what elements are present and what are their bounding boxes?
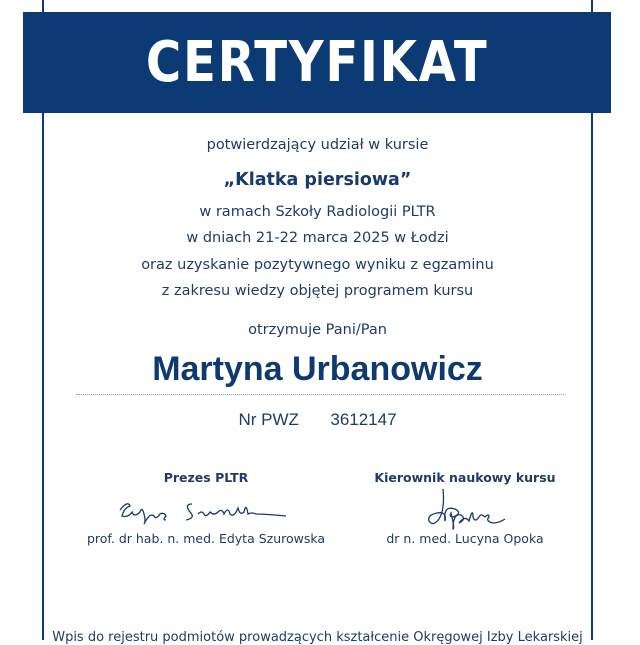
intro-line: potwierdzający udział w kursie bbox=[206, 137, 429, 153]
signatory-name: dr n. med. Lucyna Opoka bbox=[386, 531, 544, 546]
signature-role: Prezes PLTR bbox=[163, 470, 249, 485]
handwritten-signature-icon bbox=[345, 485, 585, 531]
signatory-name: prof. dr hab. n. med. Edyta Szurowska bbox=[86, 531, 326, 546]
signature-block-scientific-head bbox=[345, 470, 585, 546]
school-line: w ramach Szkoły Radiologii PLTR bbox=[199, 204, 436, 220]
pwz-number: 3612147 bbox=[330, 410, 397, 429]
recipient-label: otrzymuje Pani/Pan bbox=[248, 322, 387, 338]
registry-footer: Wpis do rejestru podmiotów prowadzących kształcenie Okręgowej Izby Lekarskiej bbox=[52, 630, 583, 645]
pwz-row bbox=[44, 410, 591, 430]
signature-role: Kierownik naukowy kursu bbox=[374, 470, 556, 485]
course-title: „Klatka piersiowa” bbox=[223, 170, 412, 190]
pwz-label: Nr PWZ bbox=[238, 410, 299, 429]
name-dotted-line bbox=[76, 394, 564, 395]
scope-line: z zakresu wiedzy objętej programem kursu bbox=[161, 283, 474, 299]
title-banner bbox=[23, 12, 611, 113]
exam-line: oraz uzyskanie pozytywnego wyniku z egzaminu bbox=[141, 257, 494, 273]
date-line: w dniach 21-22 marca 2025 w Łodzi bbox=[186, 230, 449, 246]
recipient-name: Martyna Urbanowicz bbox=[152, 350, 483, 388]
certificate-title: CERTYFIKAT bbox=[145, 30, 489, 95]
handwritten-signature-icon bbox=[86, 485, 326, 531]
signature-block-president bbox=[86, 470, 326, 546]
